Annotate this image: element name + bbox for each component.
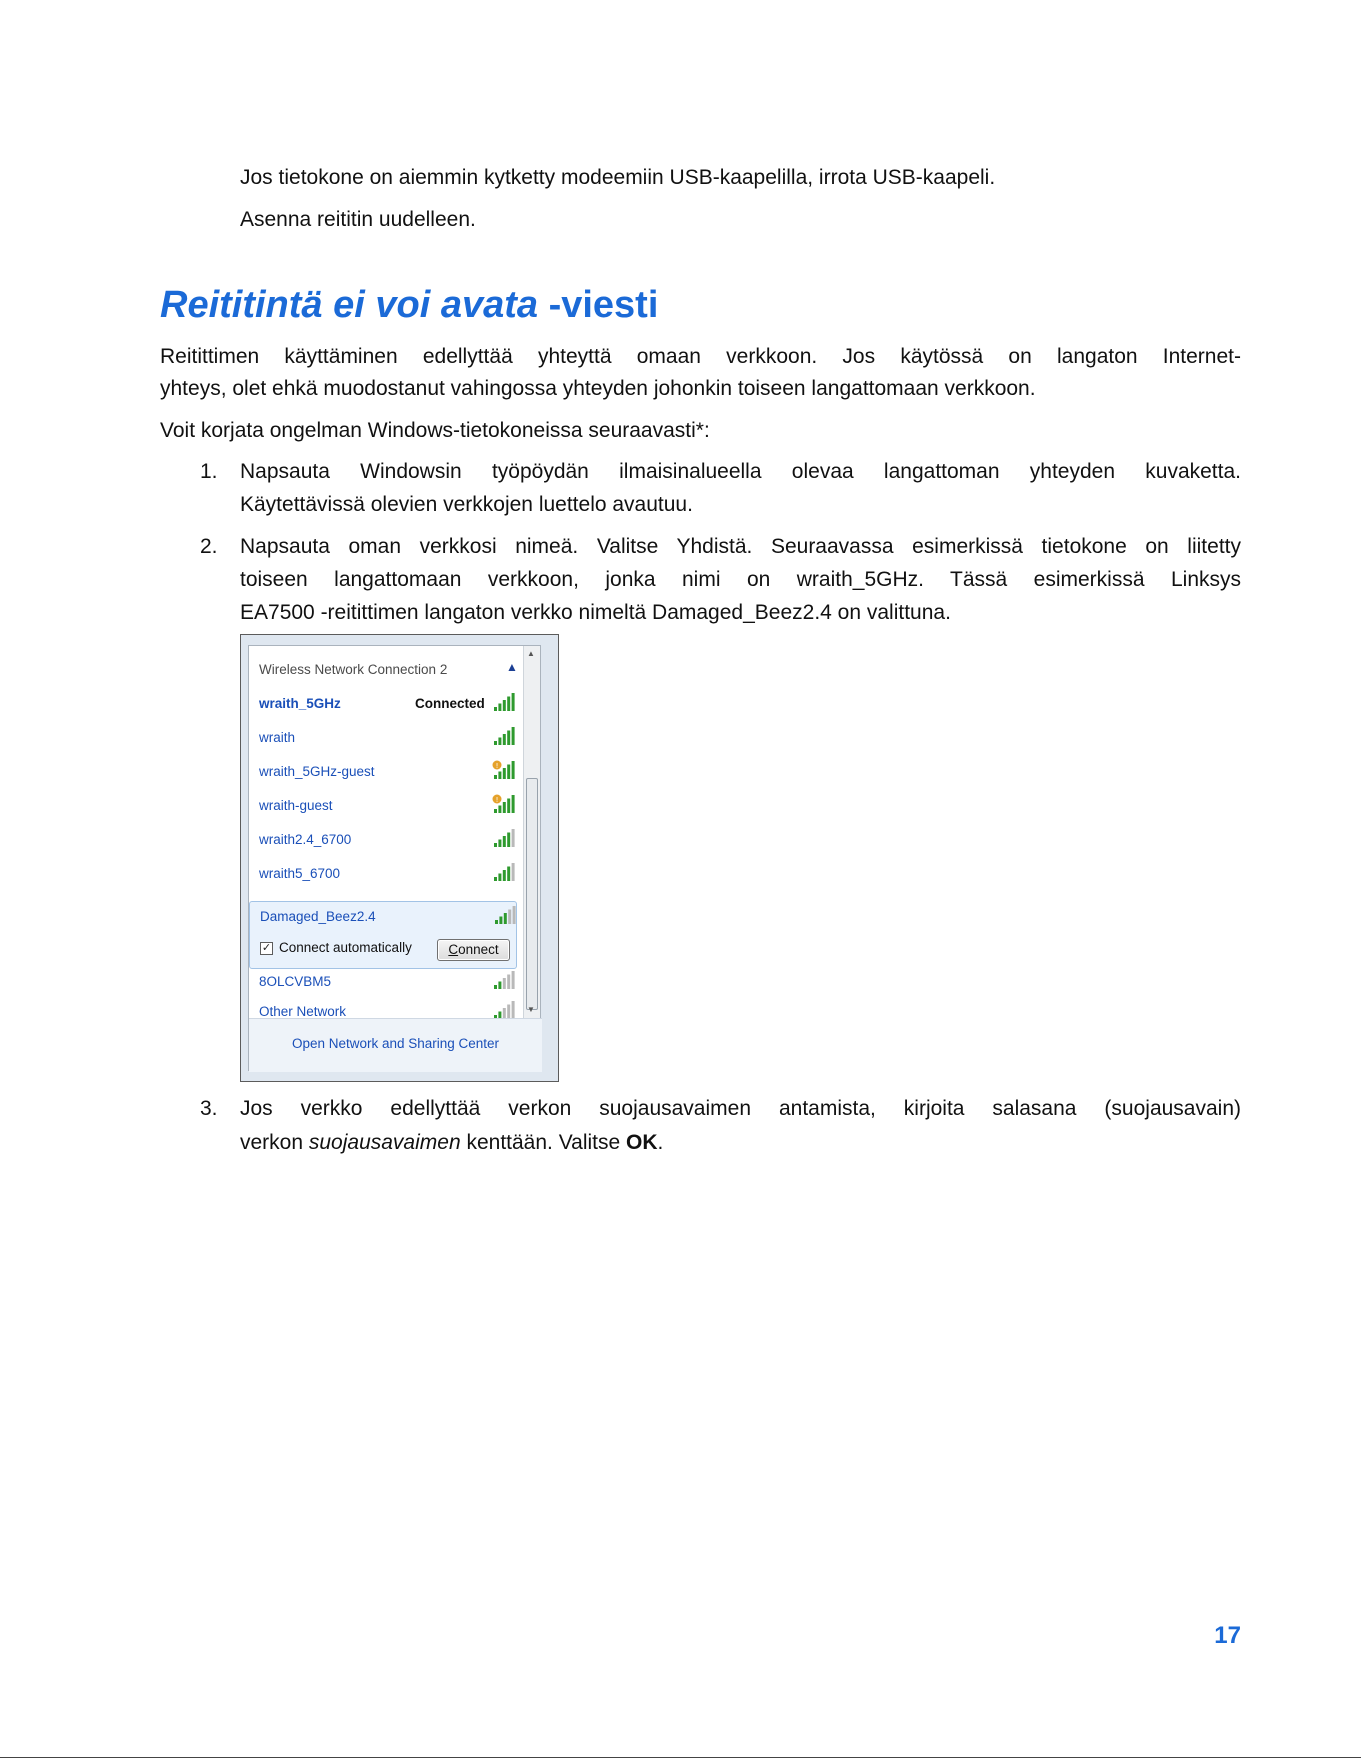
signal-strength-icon xyxy=(493,905,517,925)
step-3-text-b: kenttään. Valitse xyxy=(460,1131,627,1154)
step-2-line-2: toiseen langattomaan verkkoon, jonka nimi on wraith_5GHz. Tässä esimerkissä Linksys xyxy=(240,568,1241,591)
signal-bar xyxy=(498,738,501,746)
network-item-damaged-beez2-4[interactable]: Damaged_Beez2.4 xyxy=(260,909,376,924)
step-3-text-c: . xyxy=(657,1131,664,1154)
signal-bar xyxy=(507,731,510,746)
signal-bar xyxy=(513,906,516,924)
connect-button-accesskey: C xyxy=(448,942,459,957)
step-3-line-1: Jos verkko edellyttää verkon suojausavaimen antamista, kirjoita salasana (suojausavain) xyxy=(240,1097,1241,1120)
signal-strength-warning-icon xyxy=(492,760,516,780)
signal-bar xyxy=(494,809,497,813)
step-1-number: 1. xyxy=(200,460,218,483)
signal-bar xyxy=(503,978,506,989)
signal-bar xyxy=(512,1001,515,1018)
security-warning-mark: ! xyxy=(495,762,499,770)
signal-bar xyxy=(503,836,506,847)
signal-bar xyxy=(507,833,510,848)
signal-bar xyxy=(494,877,497,881)
step-3-text-a: verkon xyxy=(240,1131,309,1154)
signal-bar xyxy=(507,799,510,814)
bottom-rule xyxy=(0,1757,1361,1758)
signal-bar xyxy=(494,741,497,745)
step-2-line-3: EA7500 -reitittimen langaton verkko nimeltä Damaged_Beez2.4 on valittuna. xyxy=(240,601,951,624)
network-item-wraith5-6700[interactable]: wraith5_6700 xyxy=(259,866,341,881)
signal-bar xyxy=(503,700,506,711)
security-warning-mark: ! xyxy=(495,796,499,804)
selected-network-panel[interactable] xyxy=(249,901,517,969)
signal-bar xyxy=(507,765,510,780)
intro-line-1: Jos tietokone on aiemmin kytketty modeemiin USB-kaapelilla, irrota USB-kaapeli. xyxy=(240,166,996,189)
para1-line-1: Reitittimen käyttäminen edellyttää yhteyttä omaan verkkoon. Jos käytössä on langaton Internet- xyxy=(160,345,1241,368)
flyout-header: Wireless Network Connection 2 xyxy=(259,662,448,677)
step-1-line-2: Käytettävissä olevien verkkojen luettelo avautuu. xyxy=(240,493,693,516)
signal-strength-icon xyxy=(492,726,516,746)
signal-bar xyxy=(512,693,515,711)
signal-bar xyxy=(494,775,497,779)
signal-bar xyxy=(498,772,501,780)
signal-strength-warning-icon xyxy=(492,794,516,814)
signal-bar xyxy=(499,917,502,925)
step-3-line-2 xyxy=(240,1126,663,1159)
connect-button[interactable] xyxy=(437,939,510,961)
step-1-line-1: Napsauta Windowsin työpöydän ilmaisinalueella olevaa langattoman yhteyden kuvaketta. xyxy=(240,460,1241,483)
section-heading xyxy=(160,282,658,328)
connect-automatically-checkbox[interactable]: ✓ xyxy=(261,942,272,954)
network-item-wraith[interactable]: wraith xyxy=(259,730,296,745)
vertical-scrollbar[interactable] xyxy=(523,646,540,1018)
network-item-wraith-guest[interactable]: wraith-guest xyxy=(259,798,333,813)
signal-bar xyxy=(507,697,510,712)
signal-bar xyxy=(498,840,501,848)
signal-bar xyxy=(498,874,501,882)
signal-bar xyxy=(504,913,507,924)
signal-bar xyxy=(512,829,515,847)
connect-button-label: onnect xyxy=(458,942,499,957)
connect-automatically-label: Connect automatically xyxy=(279,940,412,955)
collapse-chevron-icon[interactable]: ▲ xyxy=(506,660,518,674)
signal-bar xyxy=(503,734,506,745)
network-list xyxy=(249,646,524,1018)
open-network-sharing-center-link[interactable]: Open Network and Sharing Center xyxy=(291,1036,500,1051)
para1-line-2: yhteys, olet ehkä muodostanut vahingossa yhteyden johonkin toiseen langattomaan verkkoon. xyxy=(160,377,1036,400)
signal-bar xyxy=(507,867,510,882)
signal-bar xyxy=(508,910,511,925)
flyout-panel xyxy=(248,645,541,1071)
signal-bar xyxy=(512,761,515,779)
signal-bar xyxy=(494,707,497,711)
signal-bar xyxy=(507,975,510,990)
network-item-wraith-5ghz[interactable]: wraith_5GHz xyxy=(259,696,341,711)
signal-strength-icon xyxy=(492,862,516,882)
scroll-up-arrow-icon[interactable]: ▲ xyxy=(527,649,535,658)
heading-rest: -viesti xyxy=(538,284,659,326)
heading-italic: Reititintä ei voi avata xyxy=(160,284,539,326)
step-3-number: 3. xyxy=(200,1097,218,1120)
step-3-field-name: suojausavaimen xyxy=(308,1131,461,1154)
signal-bar xyxy=(503,1008,506,1018)
step-3-ok: OK xyxy=(626,1131,658,1154)
signal-bar xyxy=(498,704,501,712)
signal-bar xyxy=(498,806,501,814)
connected-status: Connected xyxy=(415,696,485,711)
signal-bar xyxy=(495,920,498,924)
signal-strength-icon xyxy=(492,970,516,990)
scroll-down-arrow-icon[interactable]: ▼ xyxy=(527,1005,535,1014)
network-item-wraith2-4-6700[interactable]: wraith2.4_6700 xyxy=(259,832,352,847)
signal-bar xyxy=(507,1005,510,1019)
network-item-8olcvbm5[interactable]: 8OLCVBM5 xyxy=(259,974,332,989)
signal-bar xyxy=(494,843,497,847)
scrollbar-thumb[interactable] xyxy=(526,778,538,1010)
wireless-networks-flyout xyxy=(240,634,559,1082)
intro-line-2: Asenna reititin uudelleen. xyxy=(240,208,476,231)
para2: Voit korjata ongelman Windows-tietokoneissa seuraavasti*: xyxy=(160,419,710,442)
signal-strength-icon xyxy=(492,692,516,712)
network-item-wraith-5ghz-guest[interactable]: wraith_5GHz-guest xyxy=(259,764,375,779)
step-2-line-1: Napsauta oman verkkosi nimeä. Valitse Yhdistä. Seuraavassa esimerkissä tietokone on liitetty xyxy=(240,535,1241,558)
signal-bar xyxy=(512,971,515,989)
signal-bar xyxy=(512,863,515,881)
flyout-footer xyxy=(249,1018,542,1072)
page-number: 17 xyxy=(1214,1622,1241,1649)
signal-bar xyxy=(498,982,501,990)
signal-bar xyxy=(512,727,515,745)
signal-bar xyxy=(503,870,506,881)
signal-bar xyxy=(503,802,506,813)
signal-strength-icon xyxy=(492,1000,516,1018)
signal-bar xyxy=(503,768,506,779)
network-item-other-network[interactable]: Other Network xyxy=(259,1004,347,1018)
signal-strength-icon xyxy=(492,828,516,848)
signal-bar xyxy=(494,985,497,989)
step-2-number: 2. xyxy=(200,535,218,558)
signal-bar xyxy=(512,795,515,813)
